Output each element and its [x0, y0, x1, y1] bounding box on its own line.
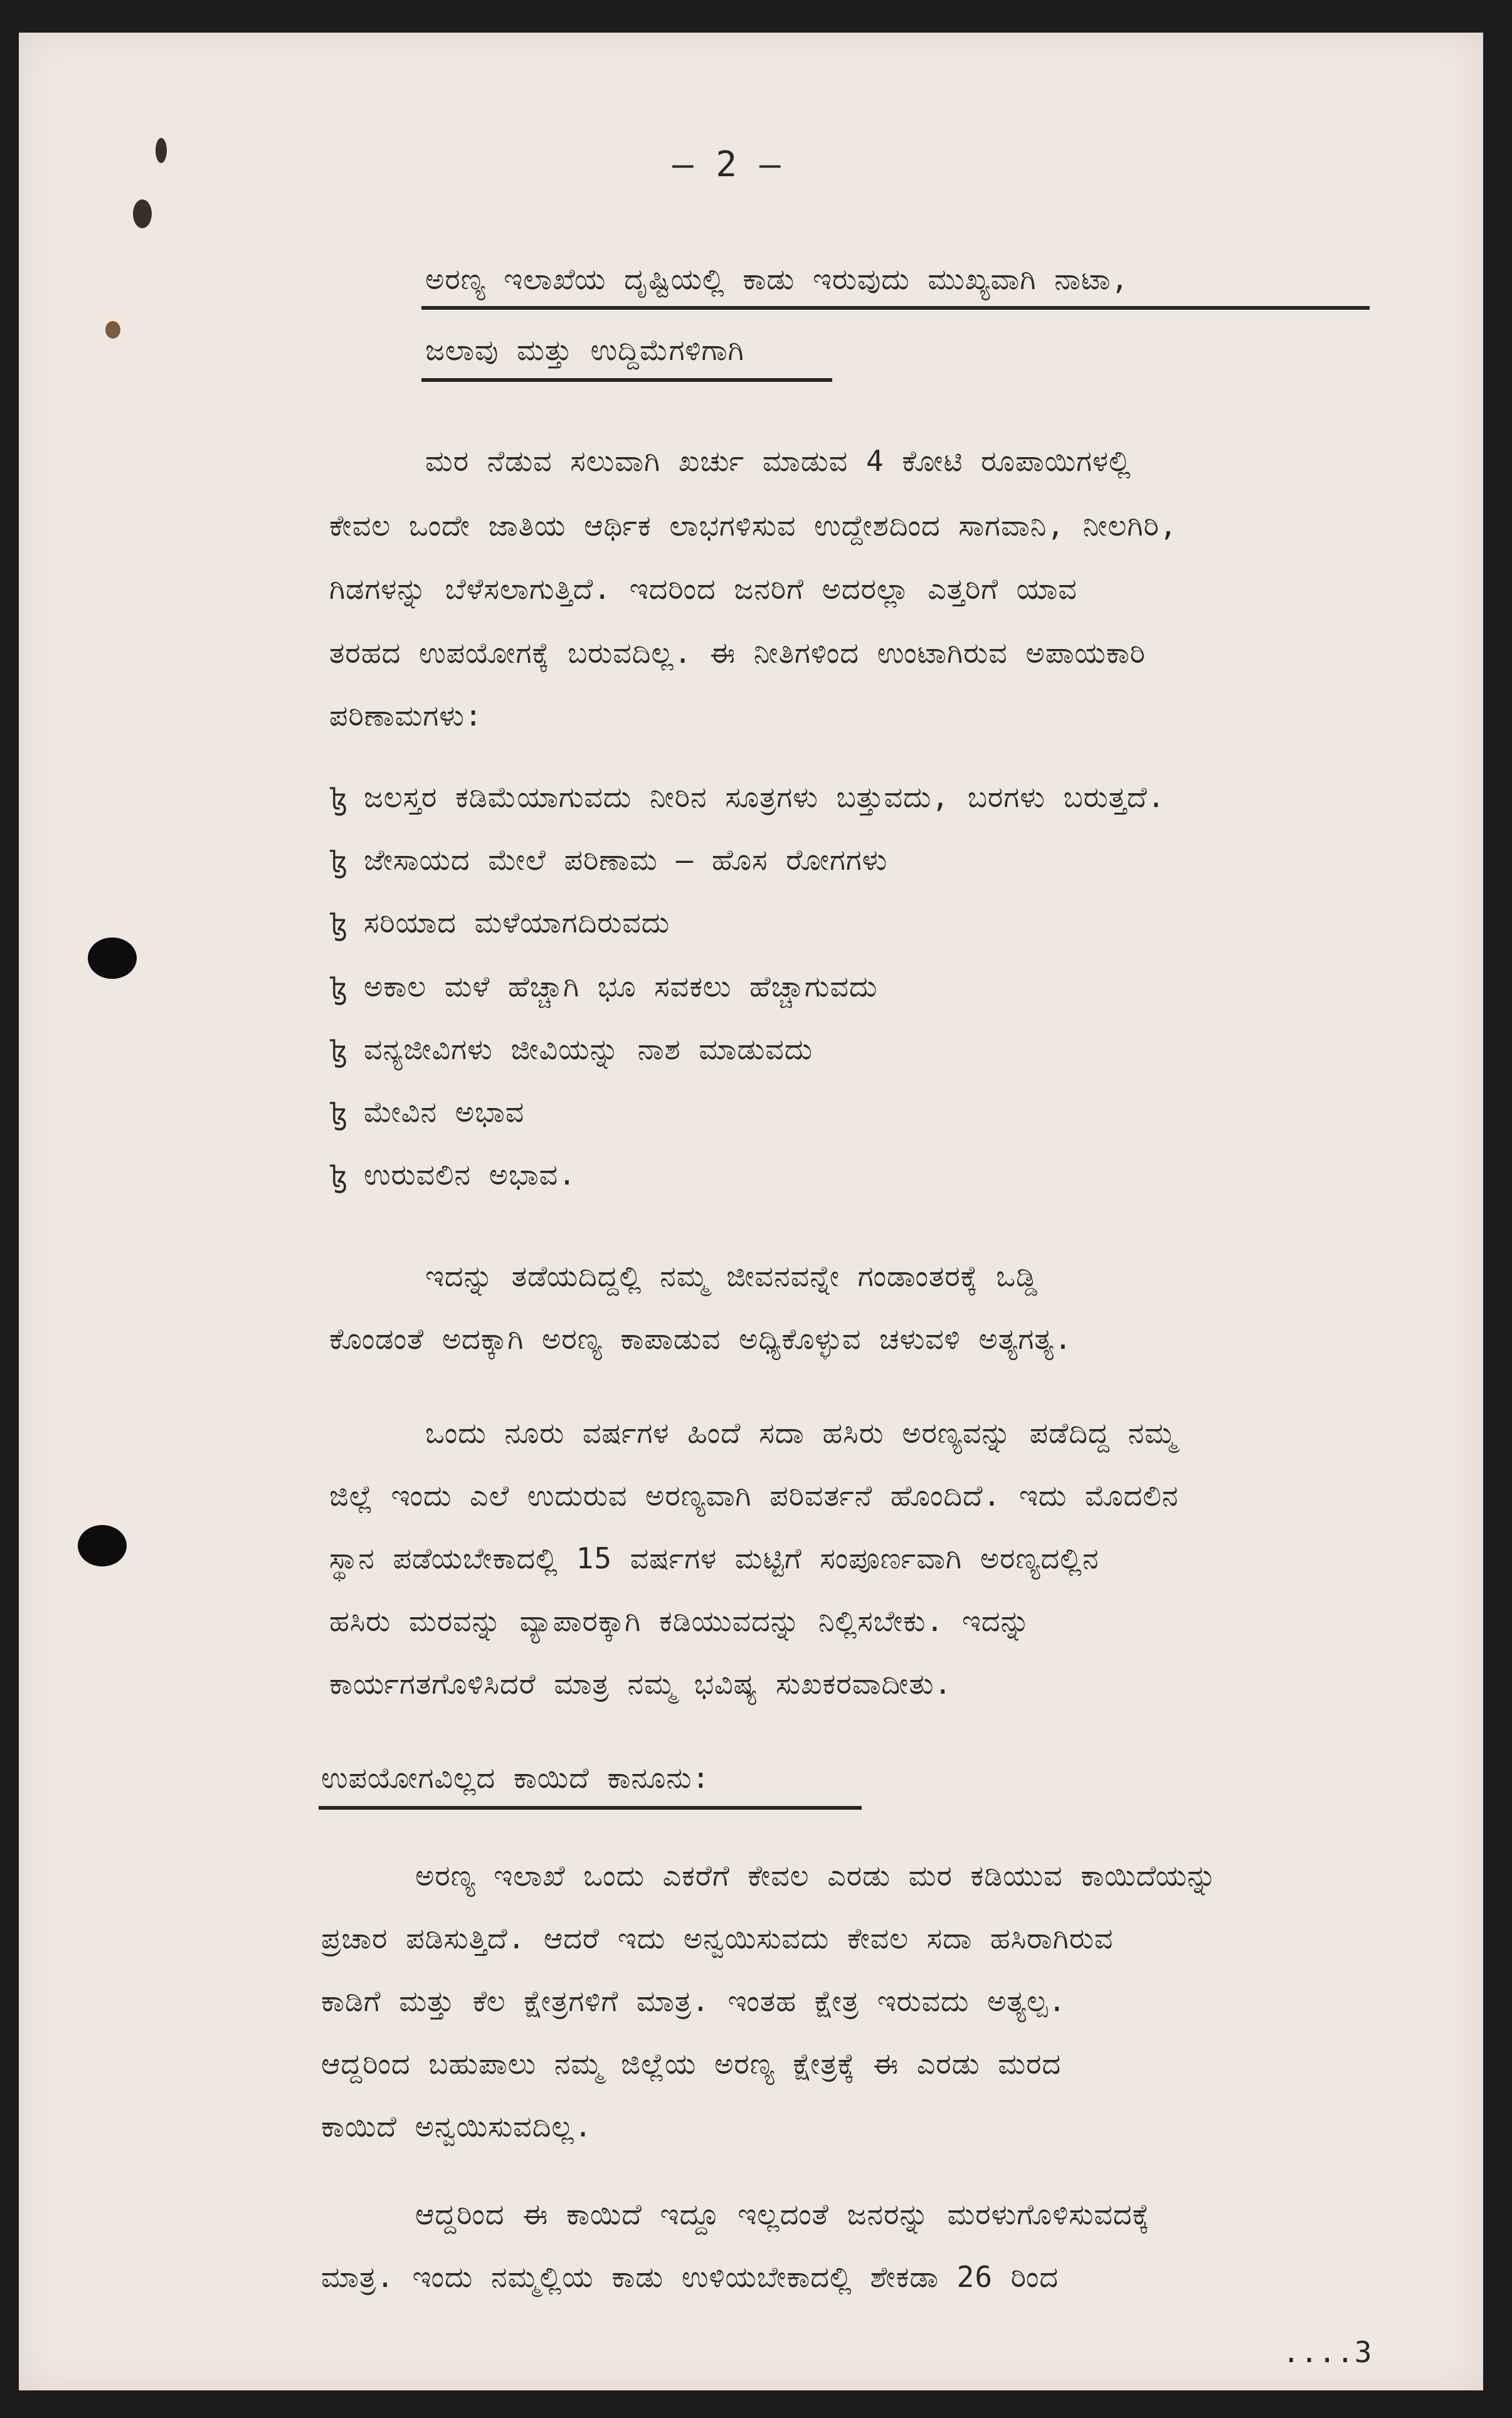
paragraph-line: ಅರಣ್ಯ ಇಲಾಖೆ ಒಂದು ಎಕರೆಗೆ ಕೇವಲ ಎರಡು ಮರ ಕಡಿಯುವ ಕಾಯಿದೆಯನ್ನು: [415, 1859, 1217, 1893]
heading-line-2: ಜಲಾವು ಮತ್ತು ಉದ್ದಿಮೆಗಳಿಗಾಗಿ: [425, 333, 744, 367]
list-item: ಉರುವಲಿನ ಅಭಾವ.: [364, 1158, 576, 1191]
paragraph-line: ಆದ್ದರಿಂದ ಬಹುಪಾಲು ನಮ್ಮ ಜಿಲ್ಲೆಯ ಅರಣ್ಯ ಕ್ಷೇತ್ರಕ್ಕೆ ಈ ಎರಡು ಮರದ: [321, 2047, 1062, 2081]
paragraph-line: ಒಂದು ನೂರು ವರ್ಷಗಳ ಹಿಂದೆ ಸದಾ ಹಸಿರು ಅರಣ್ಯವನ್ನು ಪಡೆದಿದ್ದ ನಮ್ಮ: [425, 1416, 1177, 1450]
punch-hole-bottom: [78, 1525, 127, 1566]
paragraph-line: ಮರ ನೆಡುವ ಸಲುವಾಗಿ ಖರ್ಚು ಮಾಡುವ 4 ಕೋಟಿ ರೂಪಾಯಿಗಳಲ್ಲಿ: [425, 444, 1131, 478]
section-heading: ಉಪಯೋಗವಿಲ್ಲದ ಕಾಯಿದೆ ಕಾನೂನು:: [321, 1761, 711, 1795]
list-bullet: ɮ: [329, 1160, 347, 1194]
paragraph-line: ಸ್ಥಾನ ಪಡೆಯಬೇಕಾದಲ್ಲಿ 15 ವರ್ಷಗಳ ಮಟ್ಟಿಗೆ ಸಂಪೂರ್ಣವಾಗಿ ಅರಣ್ಯದಲ್ಲಿನ: [329, 1541, 1099, 1575]
list-item: ಸರಿಯಾದ ಮಳೆಯಾಗದಿರುವದು: [364, 905, 670, 939]
list-item: ವನ್ಯಜೀವಿಗಳು ಜೀವಿಯನ್ನು ನಾಶ ಮಾಡುವದು: [364, 1032, 813, 1066]
paragraph-line: ಕಾಯಿದೆ ಅನ್ವಯಿಸುವದಿಲ್ಲ.: [321, 2109, 593, 2143]
paragraph-line: ಕೇವಲ ಒಂದೇ ಜಾತಿಯ ಆರ್ಥಿಕ ಲಾಭಗಳಿಸುವ ಉದ್ದೇಶದಿಂದ ಸಾಗವಾನಿ, ನೀಲಗಿರಿ,: [329, 509, 1178, 542]
continuation-marker: ....3: [1282, 2335, 1373, 2369]
paragraph-line: ಪ್ರಚಾರ ಪಡಿಸುತ್ತಿದೆ. ಆದರೆ ಇದು ಅನ್ವಯಿಸುವದು ಕೇವಲ ಸದಾ ಹಸಿರಾಗಿರುವ: [321, 1921, 1114, 1955]
paragraph-line: ಮಾತ್ರ. ಇಂದು ನಮ್ಮಲ್ಲಿಯ ಕಾಡು ಉಳಿಯಬೇಕಾದಲ್ಲಿ ಶೇಕಡಾ 26 ರಿಂದ: [321, 2260, 1059, 2294]
ink-speck: [156, 138, 167, 163]
list-bullet: ɮ: [329, 1035, 347, 1069]
paragraph-line: ಇದನ್ನು ತಡೆಯದಿದ್ದಲ್ಲಿ ನಮ್ಮ ಜೀವನವನ್ನೇ ಗಂಡಾಂತರಕ್ಕೆ ಒಡ್ಡಿ: [425, 1259, 1039, 1293]
heading-underline-2: [421, 378, 832, 382]
paragraph-line: ಕಾಡಿಗೆ ಮತ್ತು ಕೆಲ ಕ್ಷೇತ್ರಗಳಿಗೆ ಮಾತ್ರ. ಇಂತಹ ಕ್ಷೇತ್ರ ಇರುವದು ಅತ್ಯಲ್ಪ.: [321, 1984, 1067, 2018]
paragraph-line: ಜಿಲ್ಲೆ ಇಂದು ಎಲೆ ಉದುರುವ ಅರಣ್ಯವಾಗಿ ಪರಿವರ್ತನೆ ಹೊಂದಿದೆ. ಇದು ಮೊದಲಿನ: [329, 1479, 1179, 1513]
heading-line-1: ಅರಣ್ಯ ಇಲಾಖೆಯ ದೃಷ್ಟಿಯಲ್ಲಿ ಕಾಡು ಇರುವುದು ಮುಖ್ಯವಾಗಿ ನಾಟಾ,: [425, 262, 1129, 296]
page-number: — 2 —: [672, 144, 781, 185]
paragraph-line: ಕೊಂಡಂತೆ ಅದಕ್ಕಾಗಿ ಅರಣ್ಯ ಕಾಪಾಡುವ ಅಧ್ಯಿಕೊಳ್ಳುವ ಚಳುವಳಿ ಅತ್ಯಗತ್ಯ.: [329, 1322, 1072, 1356]
paragraph-line: ಗಿಡಗಳನ್ನು ಬೆಳೆಸಲಾಗುತ್ತಿದೆ. ಇದರಿಂದ ಜನರಿಗೆ ಅದರಲ್ಲಾ ಎತ್ತರಿಗೆ ಯಾವ: [329, 572, 1077, 606]
punch-hole-top: [88, 937, 137, 979]
heading-underline-1: [421, 306, 1370, 310]
paragraph-line: ಕಾರ್ಯಗತಗೊಳಿಸಿದರೆ ಮಾತ್ರ ನಮ್ಮ ಭವಿಷ್ಯ ಸುಖಕರವಾದೀತು.: [329, 1667, 953, 1701]
paragraph-line: ಆದ್ದರಿಂದ ಈ ಕಾಯಿದೆ ಇದ್ದೂ ಇಲ್ಲದಂತೆ ಜನರನ್ನು ಮರಳುಗೊಳಿಸುವದಕ್ಕೆ: [415, 2197, 1150, 2231]
ink-speck: [105, 321, 120, 339]
list-item: ಅಕಾಲ ಮಳೆ ಹೆಚ್ಚಾಗಿ ಭೂ ಸವಕಲು ಹೆಚ್ಚಾಗುವದು: [364, 969, 878, 1003]
list-item: ಮೇವಿನ ಅಭಾವ: [364, 1095, 525, 1129]
list-bullet: ɮ: [329, 908, 347, 942]
list-bullet: ɮ: [329, 1097, 347, 1131]
paragraph-line: ಪರಿಣಾಮಗಳು:: [329, 699, 483, 732]
list-bullet: ɮ: [329, 845, 347, 879]
list-item: ಜೇಸಾಯದ ಮೇಲೆ ಪರಿಣಾಮ — ಹೊಸ ರೋಗಗಳು: [364, 843, 888, 877]
list-bullet: ɮ: [329, 972, 347, 1006]
paragraph-line: ಹಸಿರು ಮರವನ್ನು ವ್ಯಾಪಾರಕ್ಕಾಗಿ ಕಡಿಯುವದನ್ನು ನಿಲ್ಲಿಸಬೇಕು. ಇದನ್ನು: [329, 1604, 1030, 1638]
paragraph-line: ತರಹದ ಉಪಯೋಗಕ್ಕೆ ಬರುವದಿಲ್ಲ. ಈ ನೀತಿಗಳಿಂದ ಉಂಟಾಗಿರುವ ಅಪಾಯಕಾರಿ: [329, 636, 1146, 670]
ink-speck: [133, 199, 152, 228]
list-item: ಜಲಸ್ತರ ಕಡಿಮೆಯಾಗುವದು ನೀರಿನ ಸೂತ್ರಗಳು ಬತ್ತುವದು, ಬರಗಳು ಬರುತ್ತದೆ.: [364, 780, 1166, 814]
typed-page: [19, 33, 1483, 2390]
list-bullet: ɮ: [329, 783, 347, 816]
section-heading-underline: [319, 1806, 862, 1810]
